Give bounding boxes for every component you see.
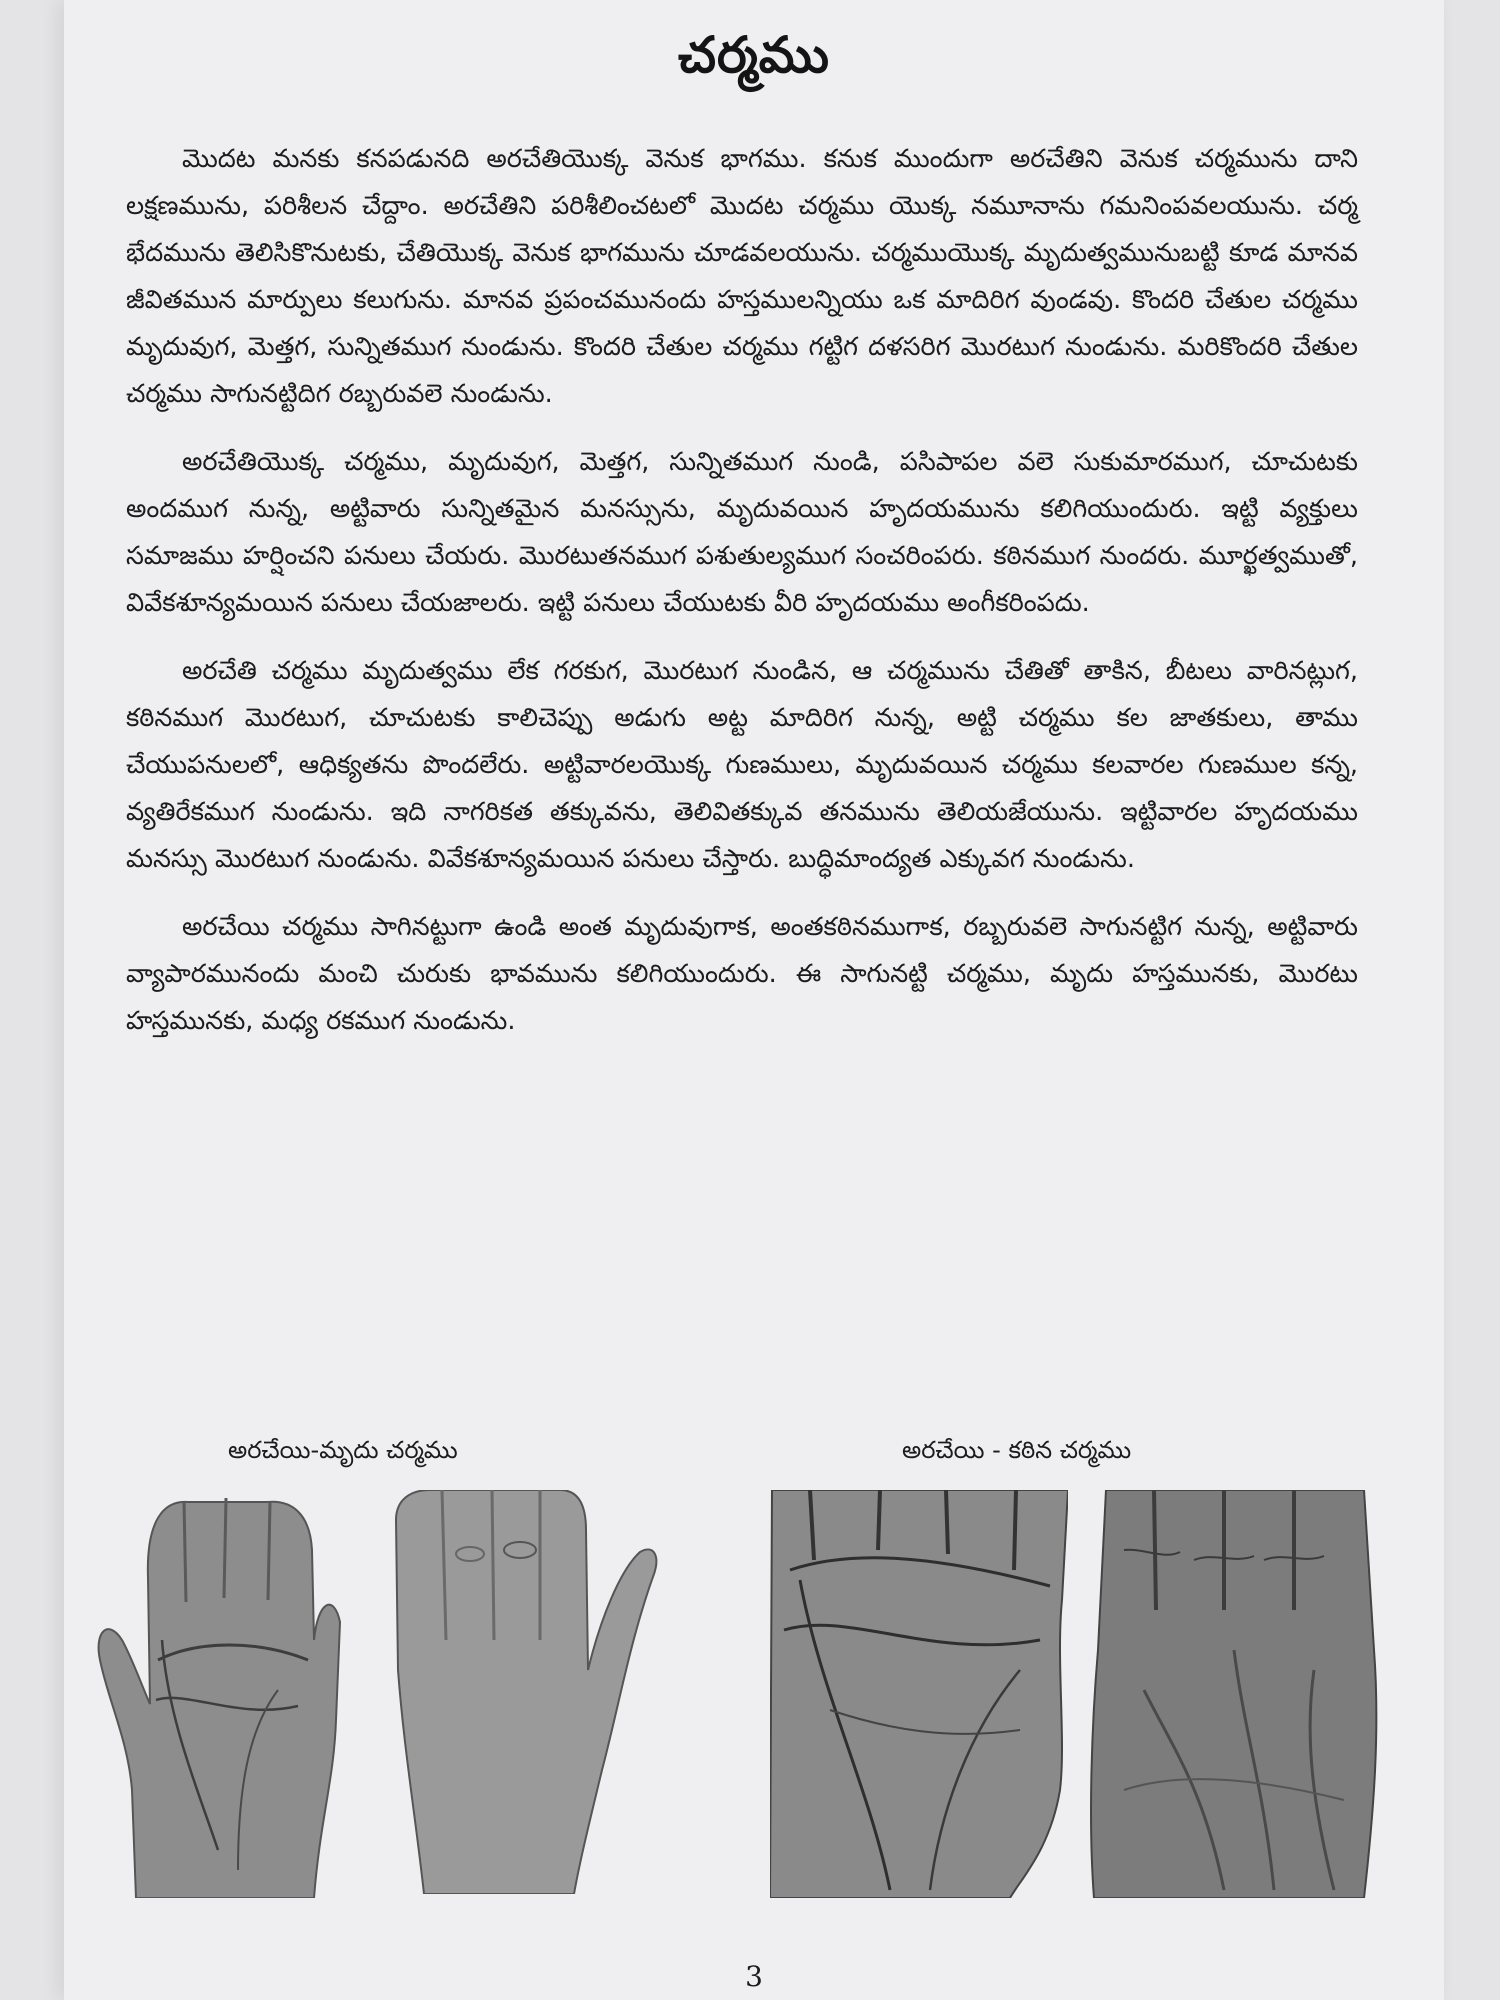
paragraph: అరచేతియొక్క చర్మము, మృదువుగ, మెత్తగ, సున్నితముగ నుండి, పసిపాపల వలె సుకుమారముగ, చూచుటకు అందముగ నున్న, అట్టివారు సున్నితమైన మనస్సును, మృదువయిన హృదయమును కలిగియుందురు. ఇట్టి వ్యక్తులు సమాజము హర్షించని పనులు చేయరు. మొరటుతనముగ పశుతుల్యముగ సంచరింపరు. కఠినముగ నుందరు. మూర్ఖత్వముతో, వివేకశూన్యమయిన పనులు చేయజాలరు. ఇట్టి పనులు చేయుటకు వీరి హృదయము అంగీకరింపదు. [126, 447, 1358, 618]
caption-hard-skin: అరచేయి - కఠిన చర్మము [902, 1436, 1132, 1464]
paragraph: అరచేయి చర్మము సాగినట్టుగా ఉండి అంత మృదువుగాక, అంతకఠినముగాక, రబ్బరువలె సాగునట్టిగ నున్న, అట్టివారు వ్యాపారమునందు మంచి చురుకు భావమును కలిగియుందురు. ఈ సాగునట్టి చర్మము, మృదు హస్తమునకు, మొరటు హస్తమునకు, మధ్య రకముగ నుండును. [126, 912, 1358, 1036]
hard-palm-photo [770, 1490, 1068, 1898]
body-text [126, 136, 1358, 1066]
soft-palm-photo [88, 1490, 380, 1898]
page-number: 3 [745, 1960, 763, 1993]
figure-captions [64, 1436, 1444, 1476]
book-page [64, 0, 1444, 2000]
paragraph: అరచేతి చర్మము మృదుత్వము లేక గరకుగ, మొరటుగ నుండిన, ఆ చర్మమును చేతితో తాకిన, బీటలు వారినట్లుగ, కఠినముగ మొరటుగ, చూచుటకు కాలిచెప్పు అడుగు అట్ట మాదిరిగ నున్న, అట్టి చర్మము కల జాతకులు, తాము చేయుపనులలో, ఆధిక్యతను పొందలేరు. అట్టివారలయొక్క గుణములు, మృదువయిన చర్మము కలవారల గుణముల కన్న, వ్యతిరేకముగ నుండును. ఇది నాగరికత తక్కువను, తెలివితక్కువ తనమును తెలియజేయును. ఇట్టివారల హృదయము మనస్సు మొరటుగ నుండును. వివేకశూన్యమయిన పనులు చేస్తారు. బుద్ధిమాంద్యత ఎక్కువగ నుండును. [126, 656, 1358, 874]
page-title: చర్మము [678, 26, 830, 84]
caption-soft-skin: అరచేయి-మృదు చర్మము [228, 1436, 458, 1464]
soft-back-hand-photo [390, 1490, 658, 1894]
hard-back-hand-photo [1084, 1490, 1384, 1898]
paragraph: మొదట మనకు కనపడునది అరచేతియొక్క వెనుక భాగము. కనుక ముందుగా అరచేతిని వెనుక చర్మమును దాని లక్షణమును, పరిశీలన చేద్దాం. అరచేతిని పరిశీలించటలో మొదట చర్మము యొక్క నమూనాను గమనింపవలయును. చర్మ భేదమును తెలిసికొనుటకు, చేతియొక్క వెనుక భాగమును చూడవలయును. చర్మముయొక్క మృదుత్వమునుబట్టి కూడ మానవ జీవితమున మార్పులు కలుగును. మానవ ప్రపంచమునందు హస్తములన్నియు ఒక మాదిరిగ వుండవు. కొందరి చేతుల చర్మము మృదువుగ, మెత్తగ, సున్నితముగ నుండును. కొందరి చేతుల చర్మము గట్టిగ దళసరిగ మొరటుగ నుండును. మరికొందరి చేతుల చర్మము సాగునట్టిదిగ రబ్బరువలె నుండును. [126, 144, 1358, 409]
